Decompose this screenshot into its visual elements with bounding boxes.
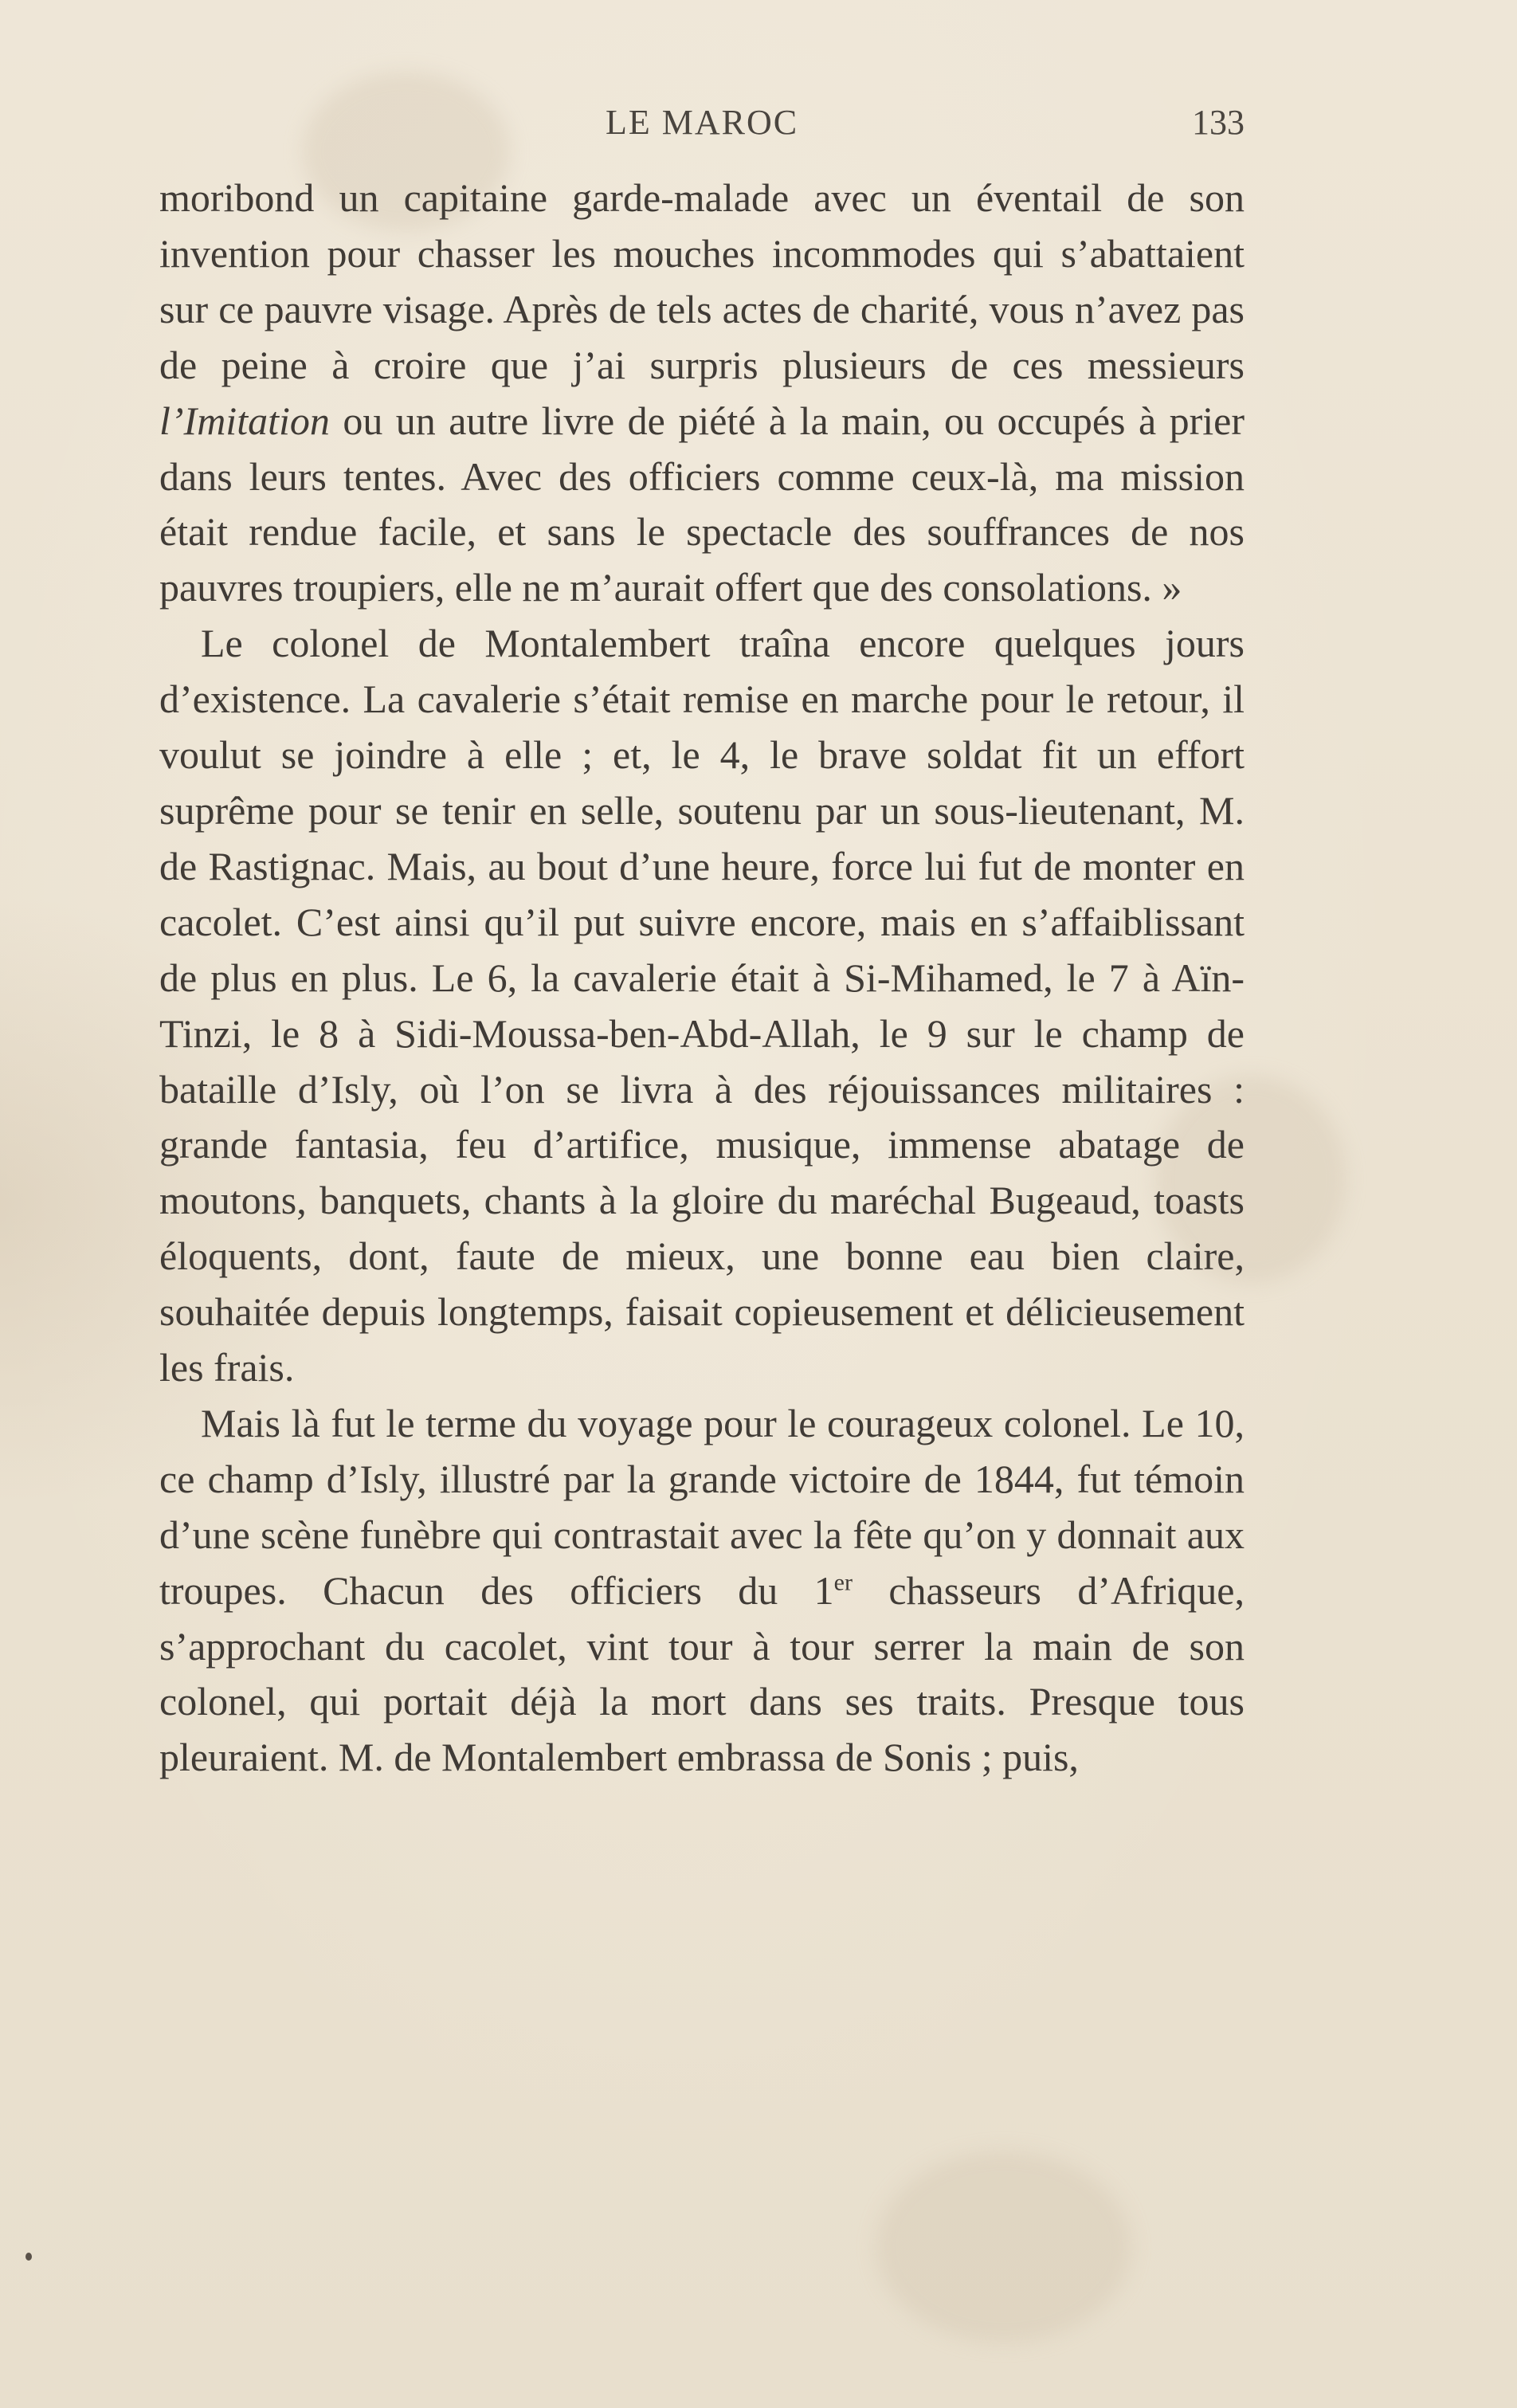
paragraph-continuation	[159, 171, 1245, 616]
book-title-italic: l’Imitation	[159, 398, 330, 443]
ordinal-superscript: er	[833, 1569, 853, 1595]
text-run: Le colonel de Montalembert traîna encore quelques jours d’existence. La cavalerie s’était remise en marche pour le retour, il voulut se joindre à elle ; et, le 4, le brave soldat fit un effort suprême pour se tenir en selle, soutenu par un sous-lieutenant, M. de Rastignac. Mais, au bout d’une heure, force lui fut de monter en cacolet. C’est ainsi qu’il put suivre encore, mais en s’affaiblissant de plus en plus. Le 6, la cavalerie était à Si-Mihamed, le 7 à Aïn-Tinzi, le 8 à Sidi-Moussa-ben-Abd-Allah, le 9 sur le champ de bataille d’Isly, où l’on se livra à des réjouissances militaires : grande fantasia, feu d’artifice, musique, immense abatage de moutons, banquets, chants à la gloire du maréchal Bugeaud, toasts éloquents, dont, faute de mieux, une bonne eau bien claire, souhaitée depuis longtemps, faisait copieusement et délicieusement les frais.	[159, 621, 1245, 1390]
running-title: LE MAROC	[605, 103, 799, 142]
text-run: Mais là fut le terme du voyage pour le courageux colonel. Le 10, ce champ d’Isly, illustré par la grande victoire de 1844, fut témoin d’une scène funèbre qui contrastait avec la fête qu’on y donnait aux troupes. Chacun des officiers du 1	[159, 1400, 1245, 1613]
body-text	[159, 171, 1245, 1786]
text-run: chasseurs d’Afrique, s’approchant du cacolet, vint tour à tour serrer la main de son colonel, qui portait déjà la mort dans ses traits. Presque tous pleuraient. M. de Montalembert embrassa de Sonis ; puis,	[159, 1567, 1245, 1780]
running-head	[159, 102, 1245, 147]
page-number: 133	[1192, 103, 1245, 142]
paragraph	[159, 616, 1245, 1396]
paragraph	[159, 1396, 1245, 1786]
text-run: ou un autre livre de piété à la main, ou occupés à prier dans leurs tentes. Avec des officiers comme ceux-là, ma mission était rendue facile, et sans le spectacle des souffrances de nos pauvres troupiers, elle ne m’aurait offert que des consolations. »	[159, 398, 1245, 610]
text-run: moribond un capitaine garde-malade avec un éventail de son invention pour chasser les mouches incommodes qui s’abattaient sur ce pauvre visage. Après de tels actes de charité, vous n’avez pas de peine à croire que j’ai surpris plusieurs de ces messieurs	[159, 175, 1245, 387]
ink-speck	[25, 2253, 32, 2261]
paper-stain	[876, 2151, 1131, 2343]
